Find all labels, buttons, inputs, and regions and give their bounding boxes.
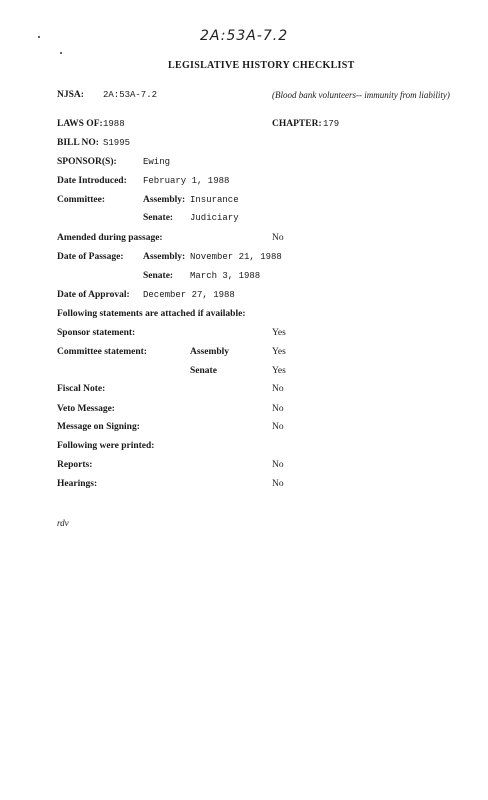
preparer-initials: rdv <box>57 518 69 528</box>
committee-label: Committee: <box>57 195 106 205</box>
date-of-approval-value: December 27, 1988 <box>143 290 235 300</box>
sponsors-label: SPONSOR(S): <box>57 157 117 167</box>
handwritten-reference: 2A:53A-7.2 <box>200 28 289 44</box>
document-title: LEGISLATIVE HISTORY CHECKLIST <box>168 60 355 71</box>
reports-value: No <box>272 460 284 470</box>
printed-heading: Following were printed: <box>57 441 155 451</box>
sponsor-statement-label: Sponsor statement: <box>57 328 136 338</box>
committee-senate-value: Judiciary <box>190 213 239 223</box>
laws-of-label: LAWS OF: <box>57 119 103 129</box>
reports-label: Reports: <box>57 460 93 470</box>
chapter-label: CHAPTER: <box>272 119 322 129</box>
passage-assembly-label: Assembly: <box>143 252 186 262</box>
sponsor-statement-value: Yes <box>272 328 286 338</box>
date-of-approval-label: Date of Approval: <box>57 290 130 300</box>
veto-message-value: No <box>272 404 284 414</box>
committee-statement-senate-value: Yes <box>272 366 286 376</box>
fiscal-note-label: Fiscal Note: <box>57 384 106 394</box>
committee-statement-senate-label: Senate <box>190 366 217 376</box>
scan-speck <box>60 52 62 54</box>
sponsors-value: Ewing <box>143 157 171 167</box>
committee-statement-assembly-value: Yes <box>272 347 286 357</box>
fiscal-note-value: No <box>272 384 284 394</box>
hearings-value: No <box>272 479 284 489</box>
njsa-description: (Blood bank volunteers-- immunity from liability) <box>272 90 450 100</box>
date-introduced-value: February 1, 1988 <box>143 176 230 186</box>
hearings-label: Hearings: <box>57 479 98 489</box>
njsa-value: 2A:53A-7.2 <box>103 90 158 100</box>
passage-senate-label: Senate: <box>143 271 174 281</box>
passage-assembly-value: November 21, 1988 <box>190 252 282 262</box>
njsa-label: NJSA: <box>57 90 84 100</box>
laws-of-value: 1988 <box>103 119 125 129</box>
date-of-passage-label: Date of Passage: <box>57 252 124 262</box>
date-introduced-label: Date Introduced: <box>57 176 127 186</box>
committee-assembly-label: Assembly: <box>143 195 186 205</box>
committee-senate-label: Senate: <box>143 213 174 223</box>
statements-heading: Following statements are attached if available: <box>57 309 246 319</box>
message-on-signing-label: Message on Signing: <box>57 422 140 432</box>
amended-label: Amended during passage: <box>57 233 163 243</box>
amended-value: No <box>272 233 284 243</box>
bill-no-value: S1995 <box>103 138 131 148</box>
chapter-value: 179 <box>323 119 340 129</box>
scan-speck <box>38 36 40 38</box>
committee-assembly-value: Insurance <box>190 195 239 205</box>
message-on-signing-value: No <box>272 422 284 432</box>
committee-statement-label: Committee statement: <box>57 347 147 357</box>
veto-message-label: Veto Message: <box>57 404 115 414</box>
committee-statement-assembly-label: Assembly <box>190 347 230 357</box>
passage-senate-value: March 3, 1988 <box>190 271 261 281</box>
bill-no-label: BILL NO: <box>57 138 99 148</box>
